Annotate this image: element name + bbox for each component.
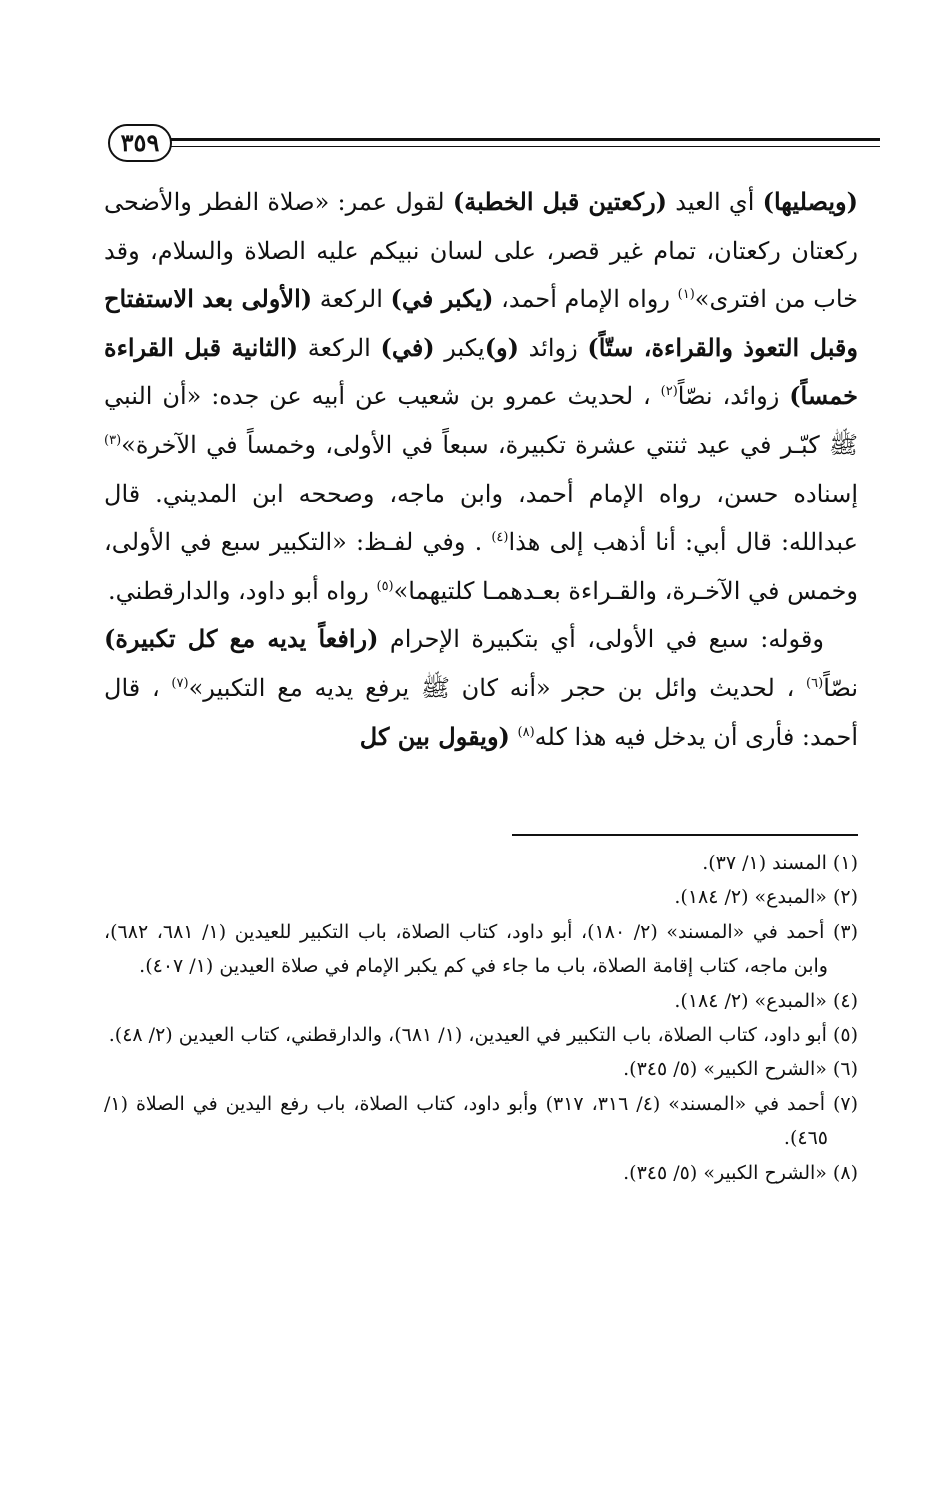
sharh-text: زوائد: [519, 333, 588, 362]
sharh-text: وقوله: سبع في الأولى، أي بتكبيرة الإحرام: [378, 625, 824, 654]
footnote-item: (٥) أبو داود، كتاب الصلاة، باب التكبير في العيدين، (١/ ٦٨١)، والدارقطني، كتاب العيدين (٢/ ٤٨).: [108, 1024, 858, 1047]
footnote-ref[interactable]: (١): [677, 287, 695, 303]
paragraph-2: [104, 615, 858, 761]
footnote-item: (٨) «الشرح الكبير» (٥/ ٣٤٥).: [623, 1161, 858, 1184]
footnotes: [104, 846, 858, 1190]
sharh-text: أي العيد: [667, 188, 763, 216]
sharh-text: لقول عمر: «صلاة الفطر والأضحى ركعتان ركعتان، تمام غير قصر، على لسان نبيكم عليه الصلاة والسلام، وقد خاب من افترى»: [104, 188, 859, 314]
paragraph-1: [104, 178, 858, 615]
footnote-ref[interactable]: (٤): [491, 530, 509, 546]
sharh-text: يكبر: [434, 333, 485, 362]
sharh-text: زوائد، نصّاً: [677, 382, 790, 411]
footnote-ref[interactable]: (٢): [660, 384, 678, 400]
matn-text: (الثانية قبل القراءة خمساً): [104, 332, 858, 411]
sharh-text: الركعة: [312, 285, 391, 314]
footnote-ref[interactable]: (٨): [517, 724, 535, 740]
sharh-text: ، لحديث وائل بن حجر «أنه كان ﷺ يرفع يديه مع التكبير»: [188, 673, 807, 702]
footnote-ref[interactable]: (٦): [806, 675, 824, 691]
footnote-item: (٦) «الشرح الكبير» (٥/ ٣٤٥).: [623, 1058, 858, 1081]
footnote-item: (٢) «المبدع» (٢/ ١٨٤).: [674, 886, 858, 909]
sharh-text: . وفي لفـظ: «التكبير سبع في الأولى، وخمس في الآخـرة، والقـراءة بعـدهمـا كلتيهما»: [104, 528, 858, 605]
footnote-item: (٤) «المبدع» (٢/ ١٨٤).: [674, 989, 858, 1012]
footnote-ref[interactable]: (٧): [171, 675, 189, 691]
sharh-text: الركعة: [298, 333, 381, 362]
sharh-text: رواه أبو داود، والدارقطني.: [107, 576, 377, 605]
page-header: [108, 124, 880, 168]
footnote-separator: [512, 834, 858, 836]
page-number: ٣٥٩: [108, 124, 172, 162]
sharh-text: ، قال أحمد: فأرى أن يدخل فيه هذا كله: [104, 673, 858, 751]
matn-text: (رافعاً يديه مع كل تكبيرة): [104, 624, 379, 654]
footnote-item: (٧) أحمد في «المسند» (٤/ ٣١٦، ٣١٧) وأبو داود، كتاب الصلاة، باب رفع اليدين في الصلاة (١/ ٤٦٥).: [104, 1092, 859, 1150]
header-rule-thick: [170, 138, 880, 141]
matn-text: (في): [380, 332, 435, 362]
matn-text: (يكبر في): [390, 284, 494, 314]
sharh-text: ، لحديث عمرو بن شعيب عن أبيه عن جده: «أن النبي ﷺ كبّـر في عيد ثنتي عشرة تكبيرة، سبعاً في الأولى، وخمساً في الآخرة»: [104, 382, 858, 459]
sharh-text: إسناده حسن، رواه الإمام أحمد، وابن ماجه، وصححه ابن المديني. قال عبدالله: قال أبي: أنا أذهب إلى هذا: [104, 479, 858, 557]
matn-text: (ويقول بين كل: [359, 721, 510, 751]
footnote-item: (١) المسند (١/ ٣٧).: [702, 852, 858, 874]
matn-text: (ركعتين قبل الخطبة): [452, 187, 668, 216]
matn-text: (ويصليها): [762, 187, 858, 216]
matn-text: (و): [484, 332, 519, 362]
footnote-item: (٣) أحمد في «المسند» (٢/ ١٨٠)، أبو داود، كتاب الصلاة، باب التكبير للعيدين (١/ ٦٨١، ٦٨٢)، وابن ماجه، كتاب إقامة الصلاة، باب ما جاء في كم يكبر الإمام في صلاة العيدين (١/ ٤٠٧).: [104, 920, 858, 978]
sharh-text: رواه الإمام أحمد،: [493, 285, 678, 314]
sharh-text: [510, 723, 518, 751]
matn-text: (الأولى بعد الاستفتاح وقبل التعوذ والقراءة، ستّاً): [104, 284, 858, 362]
header-rule-thin: [170, 146, 880, 147]
footnote-ref[interactable]: (٥): [376, 578, 394, 594]
main-text: [104, 178, 858, 761]
footnote-ref[interactable]: (٣): [104, 432, 122, 448]
sharh-text: نصّاً: [823, 673, 858, 702]
